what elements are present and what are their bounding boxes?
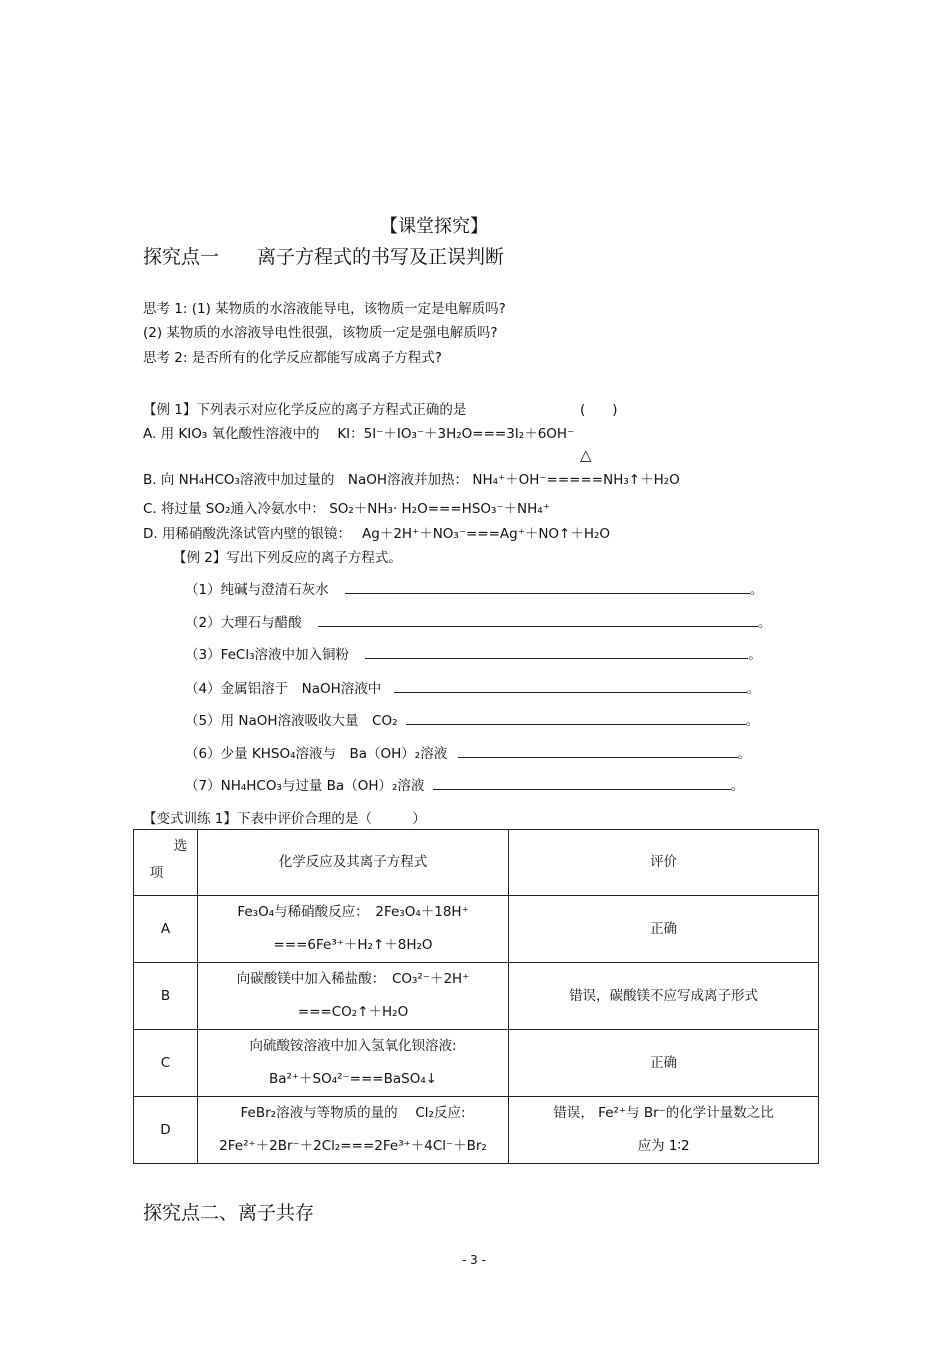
answer-blank[interactable] [394, 678, 747, 693]
equation-cell [197, 1030, 508, 1097]
period: 。 [749, 582, 764, 598]
answer-blank[interactable] [365, 644, 748, 659]
option-cell: C [134, 1030, 198, 1097]
period: 。 [745, 713, 760, 729]
heat-delta-symbol: △ [580, 446, 592, 464]
example2-item [185, 643, 762, 663]
header-option-cell [134, 830, 198, 896]
header-option-line2: 项 [149, 864, 164, 881]
evaluation-table [133, 829, 819, 1164]
answer-blank[interactable] [433, 775, 731, 790]
table-row [134, 896, 819, 963]
period: 。 [737, 746, 752, 762]
example1-answer-paren: ( ) [580, 402, 618, 418]
example2-item-text: （2）大理石与醋酸 [185, 615, 302, 631]
think-question-1a: 思考 1: (1) 某物质的水溶液能导电，该物质一定是电解质吗? [143, 301, 506, 317]
page-number: - 3 - [462, 1253, 486, 1267]
table-header-row [134, 830, 819, 896]
example1-option-b: B. 向 NH₄HCO₃溶液中加过量的 NaOH溶液并加热： NH₄⁺＋OH⁻=====NH₃↑＋H₂O [143, 472, 680, 488]
period: 。 [730, 778, 745, 794]
option-cell: D [134, 1097, 198, 1164]
evaluation-cell: 正确 [509, 1030, 819, 1097]
think-question-1b: (2) 某物质的水溶液导电性很强，该物质一定是强电解质吗? [143, 325, 498, 341]
example2-stem: 【例 2】写出下列反应的离子方程式。 [173, 550, 402, 566]
example2-item-text: （1）纯碱与澄清石灰水 [185, 582, 329, 598]
answer-blank[interactable] [318, 612, 758, 627]
example2-item [185, 742, 751, 762]
equation-cell [197, 963, 508, 1030]
class-inquiry-title: 【课堂探究】 [380, 216, 488, 237]
evaluation-cell: 错误，碳酸镁不应写成离子形式 [509, 963, 819, 1030]
section1-heading: 探究点一 离子方程式的书写及正误判断 [143, 246, 505, 268]
header-option-line1: 选 [173, 837, 188, 854]
equation-cell [197, 1097, 508, 1164]
evaluation-line2: 应为 1∶2 [637, 1138, 690, 1154]
period: 。 [748, 647, 762, 663]
think-question-2: 思考 2: 是否所有的化学反应都能写成离子方程式? [143, 350, 442, 366]
answer-blank[interactable] [458, 743, 738, 758]
answer-blank[interactable] [406, 710, 746, 725]
period: 。 [757, 615, 772, 631]
header-evaluation-cell: 评价 [509, 830, 819, 896]
period: 。 [746, 681, 761, 697]
evaluation-cell: 正确 [509, 896, 819, 963]
option-cell: B [134, 963, 198, 1030]
example1-option-c: C. 将过量 SO₂通入冷氨水中： SO₂＋NH₃· H₂O===HSO₃⁻＋NH₄⁺ [143, 501, 550, 517]
example1-stem: 【例 1】下列表示对应化学反应的离子方程式正确的是 [143, 402, 467, 418]
example2-item-text: （7）NH₄HCO₃与过量 Ba（OH）₂溶液 [185, 778, 425, 794]
equation-line1: Fe₃O₄与稀硝酸反应： 2Fe₃O₄＋18H⁺ [237, 904, 469, 920]
example2-item-text: （5）用 NaOH溶液吸收大量 CO₂ [185, 713, 398, 729]
table-row [134, 1030, 819, 1097]
option-cell: A [134, 896, 198, 963]
practice1-stem: 【变式训练 1】下表中评价合理的是（ ） [143, 811, 426, 827]
table-row [134, 963, 819, 1030]
example1-option-d: D. 用稀硝酸洗涤试管内壁的银镜： Ag＋2H⁺＋NO₃⁻===Ag⁺＋NO↑＋H₂O [143, 526, 611, 542]
header-equation-cell: 化学反应及其离子方程式 [197, 830, 508, 896]
equation-line2: 2Fe²⁺＋2Br⁻＋2Cl₂===2Fe³⁺＋4Cl⁻＋Br₂ [219, 1138, 487, 1154]
equation-line2: Ba²⁺＋SO₄²⁻===BaSO₄↓ [268, 1071, 438, 1087]
example2-item [185, 578, 763, 598]
equation-cell [197, 896, 508, 963]
table-row [134, 1097, 819, 1164]
equation-line2: ===CO₂↑＋H₂O [297, 1004, 409, 1020]
example2-item [185, 709, 759, 729]
example2-item-text: （3）FeCl₃溶液中加入铜粉 [185, 647, 350, 663]
evaluation-cell [509, 1097, 819, 1164]
example2-item-text: （4）金属铝溶于 NaOH溶液中 [185, 681, 382, 697]
example1-option-a: A. 用 KIO₃ 氧化酸性溶液中的 KI：5I⁻＋IO₃⁻＋3H₂O===3I₂＋6OH⁻ [143, 426, 575, 442]
equation-line1: FeBr₂溶液与等物质的量的 Cl₂反应: [240, 1105, 466, 1121]
example2-item [185, 677, 760, 697]
example2-item [185, 611, 771, 631]
example2-item [185, 774, 744, 794]
example2-item-text: （6）少量 KHSO₄溶液与 Ba（OH）₂溶液 [185, 746, 448, 762]
equation-line1: 向碳酸镁中加入稀盐酸： CO₃²⁻＋2H⁺ [236, 971, 470, 987]
equation-line1: 向硫酸铵溶液中加入氢氧化钡溶液: [249, 1038, 457, 1054]
answer-blank[interactable] [345, 579, 750, 594]
equation-line2: ===6Fe³⁺＋H₂↑＋8H₂O [273, 937, 433, 953]
section2-heading: 探究点二、离子共存 [143, 1202, 315, 1224]
evaluation-line1: 错误， Fe²⁺与 Br⁻的化学计量数之比 [553, 1105, 774, 1121]
